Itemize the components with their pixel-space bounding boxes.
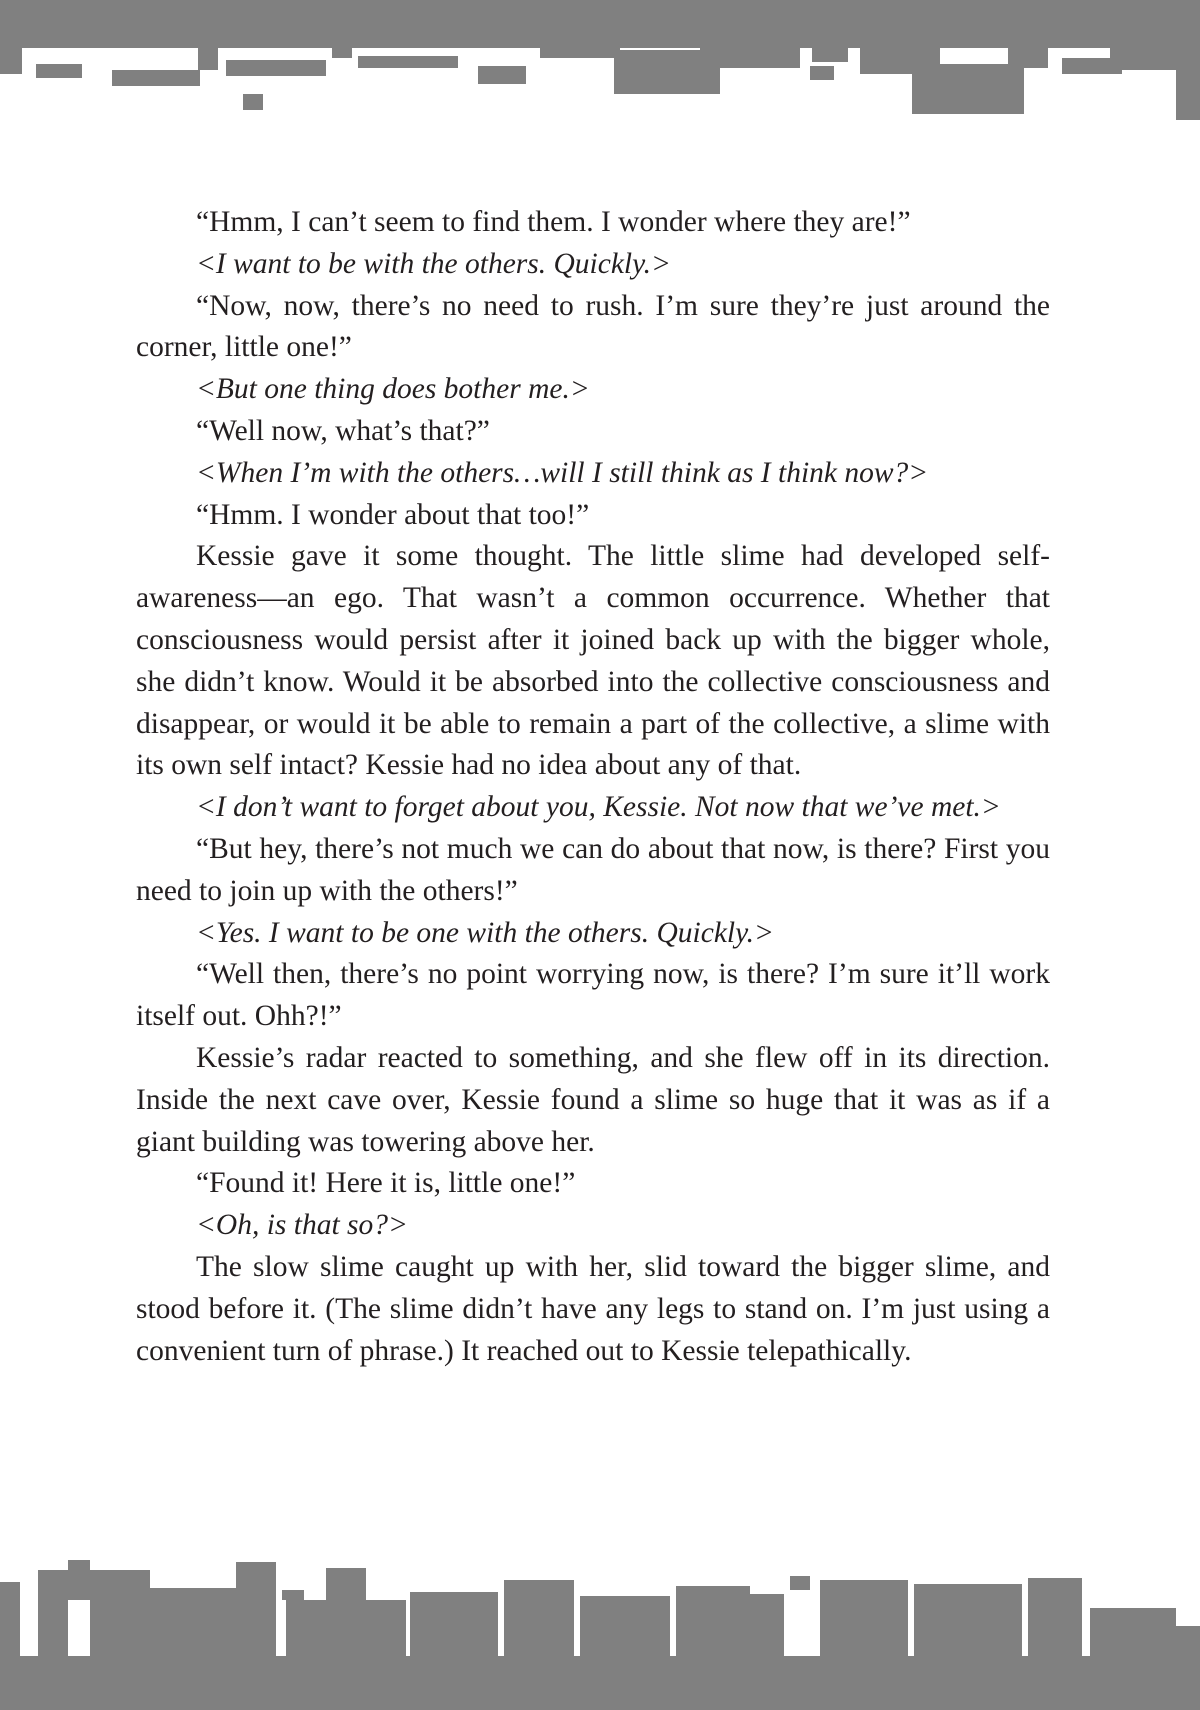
paragraph: “Hmm, I can’t seem to find them. I wonder where they are!” [196, 206, 911, 238]
paragraph: <Yes. I want to be one with the others. Quickly.> [196, 916, 774, 949]
text-body [136, 202, 1050, 1372]
paragraph: <I don’t want to forget about you, Kessie. Not now that we’ve met.> [196, 791, 1001, 824]
paragraph: <Oh, is that so?> [196, 1209, 408, 1242]
paragraph: Kessie gave it some thought. The little slime had developed self-awareness—an ego. That wasn’t a common occurrence. Whether that consciousness would persist after it joined back up with the bigger whole, she didn’t know. Would it be absorbed into the collective consciousness and disappear, or would it be able to remain a part of the collective, a slime with its own self intact? Kessie had no idea about any of that. [136, 540, 1050, 782]
paragraph: <I want to be with the others. Quickly.> [196, 247, 671, 280]
paragraph: “Hmm. I wonder about that too!” [196, 498, 590, 531]
paragraph: “Now, now, there’s no need to rush. I’m sure they’re just around the corner, little one!” [136, 289, 1050, 364]
paragraph: “Well now, what’s that?” [196, 414, 490, 447]
paragraph: “But hey, there’s not much we can do about that now, is there? First you need to join up with the others!” [136, 832, 1050, 907]
paragraph: The slow slime caught up with her, slid toward the bigger slime, and stood before it. (The slime didn’t have any legs to stand on. I’m just using a convenient turn of phrase.) It reached out to Kessie telepathically. [136, 1250, 1050, 1367]
paragraph: Kessie’s radar reacted to something, and she flew off in its direction. Inside the next cave over, Kessie found a slime so huge that it was as if a giant building was towering above her. [136, 1041, 1050, 1158]
paragraph: “Well then, there’s no point worrying now, is there? I’m sure it’ll work itself out. Ohh?!” [136, 958, 1050, 1033]
top-decorative-band [0, 0, 1200, 120]
paragraph: “Found it! Here it is, little one!” [196, 1167, 576, 1200]
paragraph: <But one thing does bother me.> [196, 373, 590, 406]
paragraph: <When I’m with the others…will I still think as I think now?> [196, 456, 929, 489]
bottom-decorative-band [0, 1560, 1200, 1710]
